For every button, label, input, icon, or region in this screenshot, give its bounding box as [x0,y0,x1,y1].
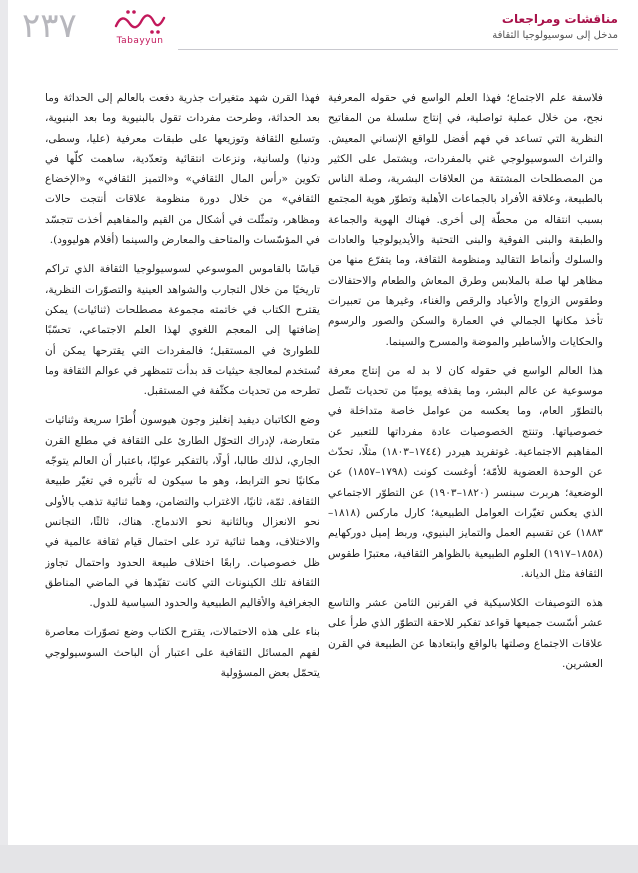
paragraph: فهذا القرن شهد متغيرات جذرية دفعت بالعالم إلى الحداثة وما بعد الحداثة، وطرحت مفردات تقول بالبنيوية وما بعد البنيوية، وتسليع الثقافة وتوزيعها على طبقات معرفية (عليا، وسطى، ودنيا) ولسانية، ونزعات انتقائية وتعدّدية، ساهمت كلّها في تكوين «رأس المال الثقافي» و«التميز الثقافي» و«الإخضاع الثقافي» من خلال دورة منظومة علاقات أنتجت حالات ومظاهر، وتمثّلت في أشكال من القيم والمفاهيم أخذت تتجسّد في المؤسّسات والمتاحف والمعارض والسينما (أفلام هوليوود). [45,92,320,247]
tabayyun-logo-mark-icon [108,6,172,36]
bottom-margin-band [0,845,638,873]
paragraph: وضع الكاتبان ديفيد إنغليز وجون هيوسون أُطرًا سريعة وثنائيات متعارضة، لإدراك التحوّل الطارئ على الثقافة في مطلع القرن الجاري، لذلك طالبا، أولًا، بالتفكير عوليًا، باعتبار أن العالم يتوجّه مكانيًا نحو الترابط، وهو ما سيكون له تأثيره في تغيّر طبيعة الثقافة. ثمّة، ثانيًا، الاغتراب والتضامن، وهما ثنائية تذهب بالأولى نحو الانعزال وبالثانية نحو الاندماج. هناك، ثالثًا، التجانس والاختلاف، وهما ثنائية ترد على احتمال قيام ثقافة عالمية في ظل خصوصيات. رابعًا اختلاف طبيعة الحدود واحتمال تجاوز الثقافة تلك الكينونات التي كانت تقيّدها في الماضي المناطق الجغرافية والأقاليم الطبيعية والحدود السياسية للدول. [45,414,320,610]
paragraph: بناء على هذه الاحتمالات، يقترح الكتاب وضع تصوّرات معاصرة لفهم المسائل الثقافية على اعتبار أن الباحث السوسيولوجي يتحمّل بعض المسؤولية [45,626,320,680]
page-number: ٢٣٧ [22,6,77,46]
right-text-column [328,88,603,818]
page-header [0,0,638,60]
left-text-column [45,88,320,818]
paragraph: فلاسفة علم الاجتماع؛ فهذا العلم الواسع في حقوله المعرفية نجح، من خلال عملية تواصلية، في إنتاج سلسلة من المفاتيح النظرية التي تساعد في فهم أفضل للواقع الإنساني المعيش. والتراث السوسيولوجي غني بالمفردات، ويشتمل على الكثير من المصطلحات المشتقة من العلاقات البشرية، وصلة الناس بالطبيعة، وعلاقة الأفراد بالجماعات الأهلية وتطوّر هوية المجتمع بسبب انتقاله من محطّة إلى أخرى. فهناك الهوية والجماعة والطبقة والبنى الفوقية والبنى التحتية والأيديولوجيا والعادات والسلوك وأنماط التقاليد ومنظومة الثقافة، وما يتفرّع منها من مظاهر لها صلة بالملابس وطرق المعاش والطعام والاحتفالات وطقوس الزواج والأعياد والرقص والغناء، وغيرها من تعبيرات تأخذ مكانها الجمالي في العمارة والسكن والصور والرسوم والحكايات والأساطير والموضة والمسرح والسينما. [328,92,603,348]
tabayyun-logo [108,6,172,50]
paragraph: هذا العالم الواسع في حقوله كان لا بد له من إنتاج معرفة موسوعية عن عالم البشر، وما يقذفه يوميًا من تحديات تتّصل بالتطوّر العام، وما يعكسه من عوامل خاصة متداخلة في خصوصياتها. وتنتج الخصوصيات عادة مفرداتها للتعبير عن المفاهيم الاجتماعية. غوتفريد هيردر (١٧٤٤–١٨٠٣) مثلًا، تحدّث عن الوحدة العضوية للأمّة؛ أوغست كونت (١٧٩٨–١٨٥٧) عن الوضعية؛ هربرت سبنسر (١٨٢٠–١٩٠٣) عن التطوّر الاجتماعي الذي يعكس تغيّرات العوامل الطبيعية؛ كارل ماركس (١٨١٨–١٨٨٣) عن تقسيم العمل والتمايز البنيوي، وربط إميل دوركهايم (١٨٥٨–١٩١٧) العلوم الطبيعية بالظواهر الثقافية، معتبرًا طقوس الثقافة مثل الديانة. [328,364,603,580]
logo-text: Tabayyun [116,36,164,46]
section-title: مناقشات ومراجعات [501,12,618,26]
section-subtitle: مدخل إلى سوسيولوجيا الثقافة [492,30,618,41]
left-margin-band [0,0,8,873]
header-divider [178,49,618,50]
paragraph: هذه التوصيفات الكلاسيكية في القرنين الثامن عشر والتاسع عشر أسّست جميعها قواعد تفكير للاحقة التطوّر الذي طرأ على علاقات الاجتماع وصلتها بالواقع وابتعادها عن الطبيعة في القرن العشرين. [328,597,603,671]
paragraph: قياسًا بالقاموس الموسوعي لسوسيولوجيا الثقافة الذي تراكم تاريخيًا من خلال التجارب والشواهد العينية والتصوّرات النظرية، يقترح الكتاب في خاتمته مجموعة مصطلحات (ثنائيات) يمكن إضافتها إلى المعجم اللغوي لهذا العلم الاجتماعي، تحسّبًا للطوارئ في المستقبل؛ فالمفردات التي يقترحها يمكن أن تُستخدم لمعالجة حيثيات قد بدأت تتمظهر في عوالم الثقافة وما تطرحه من تحديات مكثّفة في المستقبل. [45,263,320,398]
